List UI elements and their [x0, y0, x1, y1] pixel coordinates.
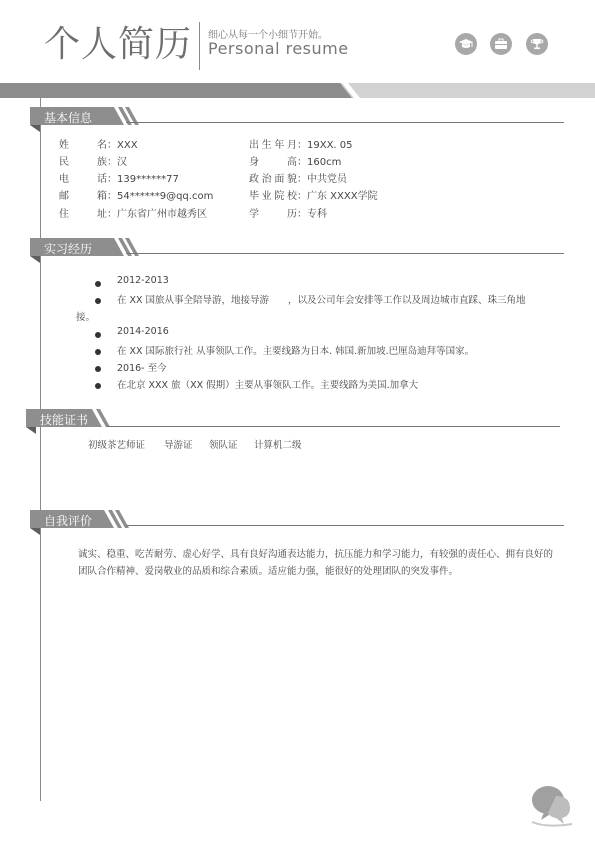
bullet-dot — [95, 298, 101, 304]
info-ethnicity: 民 族：汉 — [59, 153, 127, 168]
section-header-skills — [26, 406, 566, 434]
left-vertical-line — [40, 98, 41, 801]
info-email: 邮 箱：54******9@qq.com — [59, 187, 213, 202]
skill-item: 计算机二级 — [254, 440, 302, 451]
info-value: 54******9@qq.com — [117, 191, 214, 202]
info-label: 电 话 — [59, 174, 107, 185]
self-evaluation-text: 诚实、稳重、吃苦耐劳、虚心好学、具有良好沟通表达能力，抗压能力和学习能力，有较强的责任心、拥有良好的团队合作精神、爱岗敬业的品质和综合素质。适应能力强，能很好的处理团队的突发事件。 — [78, 549, 554, 577]
info-value: 汉 — [117, 157, 127, 168]
tagline: 细心从每一个小细节开始。 — [208, 30, 328, 41]
info-label: 民 族 — [59, 157, 107, 168]
info-height: 身 高：160cm — [249, 153, 341, 168]
info-label: 邮 箱 — [59, 191, 107, 202]
section-rule — [126, 122, 564, 123]
skill-item: 初级茶艺师证 — [88, 440, 146, 451]
info-label: 身 高 — [249, 157, 297, 168]
experience-description-continued: 接。 — [76, 312, 96, 323]
section-rule — [126, 525, 564, 526]
trophy-icon — [526, 33, 548, 55]
info-name: 姓 名：XXX — [59, 136, 138, 151]
subtitle: Personal resume — [208, 39, 349, 58]
resume-title: 个人简历 — [44, 24, 193, 65]
info-politics: 政治面貌：中共党员 — [249, 170, 347, 185]
info-birth: 出生年月：19XX. 05 — [249, 136, 353, 151]
skill-item: 导游证 — [164, 440, 193, 451]
section-header-experience — [30, 235, 570, 263]
experience-period: 2016- 至今 — [117, 363, 167, 374]
bullet-dot — [95, 366, 101, 372]
section-rule — [126, 253, 564, 254]
info-address: 住 址：广东省广州市越秀区 — [59, 205, 207, 220]
experience-period: 2012-2013 — [117, 275, 169, 286]
section-title: 基本信息 — [44, 111, 93, 125]
experience-period: 2014-2016 — [117, 326, 169, 337]
header-banner — [0, 83, 595, 98]
section-title: 技能证书 — [40, 413, 89, 427]
info-value: 19XX. 05 — [307, 140, 353, 151]
graduation-cap-icon — [455, 33, 477, 55]
bullet-dot — [95, 281, 101, 287]
info-label: 姓 名 — [59, 140, 107, 151]
experience-description: 在 XX 国旅从事全陪导游，地接导游 ，以及公司年会安排等工作以及周边城市直踩、珠三角地 — [117, 295, 526, 306]
info-degree: 学 历：专科 — [249, 205, 327, 220]
briefcase-icon — [490, 33, 512, 55]
info-value: 广东省广州市越秀区 — [117, 209, 207, 220]
section-header-basic-info — [30, 104, 570, 132]
title-divider — [199, 22, 200, 70]
experience-description: 在 XX 国际旅行社 从事领队工作。主要线路为日本. 韩国.新加坡.巴厘岛迪拜等国家。 — [117, 346, 475, 357]
section-rule — [106, 426, 560, 427]
skill-item: 领队证 — [209, 440, 238, 451]
info-value: 专科 — [307, 209, 327, 220]
info-phone: 电 话：139******77 — [59, 170, 179, 185]
section-title: 实习经历 — [44, 242, 93, 256]
bullet-dot — [95, 332, 101, 338]
info-label: 出生年月 — [249, 140, 297, 151]
info-label: 住 址 — [59, 209, 107, 220]
info-label: 学 历 — [249, 209, 297, 220]
info-value: 139******77 — [117, 174, 179, 185]
section-header-self-evaluation — [30, 507, 570, 535]
info-value: 中共党员 — [307, 174, 347, 185]
info-label: 毕业院校 — [249, 191, 297, 202]
bullet-dot — [95, 383, 101, 389]
experience-description: 在北京 XXX 旅（XX 假期）主要从事领队工作。主要线路为美国.加拿大 — [117, 380, 419, 391]
info-school: 毕业院校：广东 XXXX学院 — [249, 187, 378, 202]
bullet-dot — [95, 349, 101, 355]
section-title: 自我评价 — [44, 514, 93, 528]
info-value: XXX — [117, 140, 138, 151]
info-label: 政治面貌 — [249, 174, 297, 185]
chat-bubble-icon — [526, 782, 576, 834]
info-value: 广东 XXXX学院 — [307, 191, 378, 202]
info-value: 160cm — [307, 157, 342, 168]
